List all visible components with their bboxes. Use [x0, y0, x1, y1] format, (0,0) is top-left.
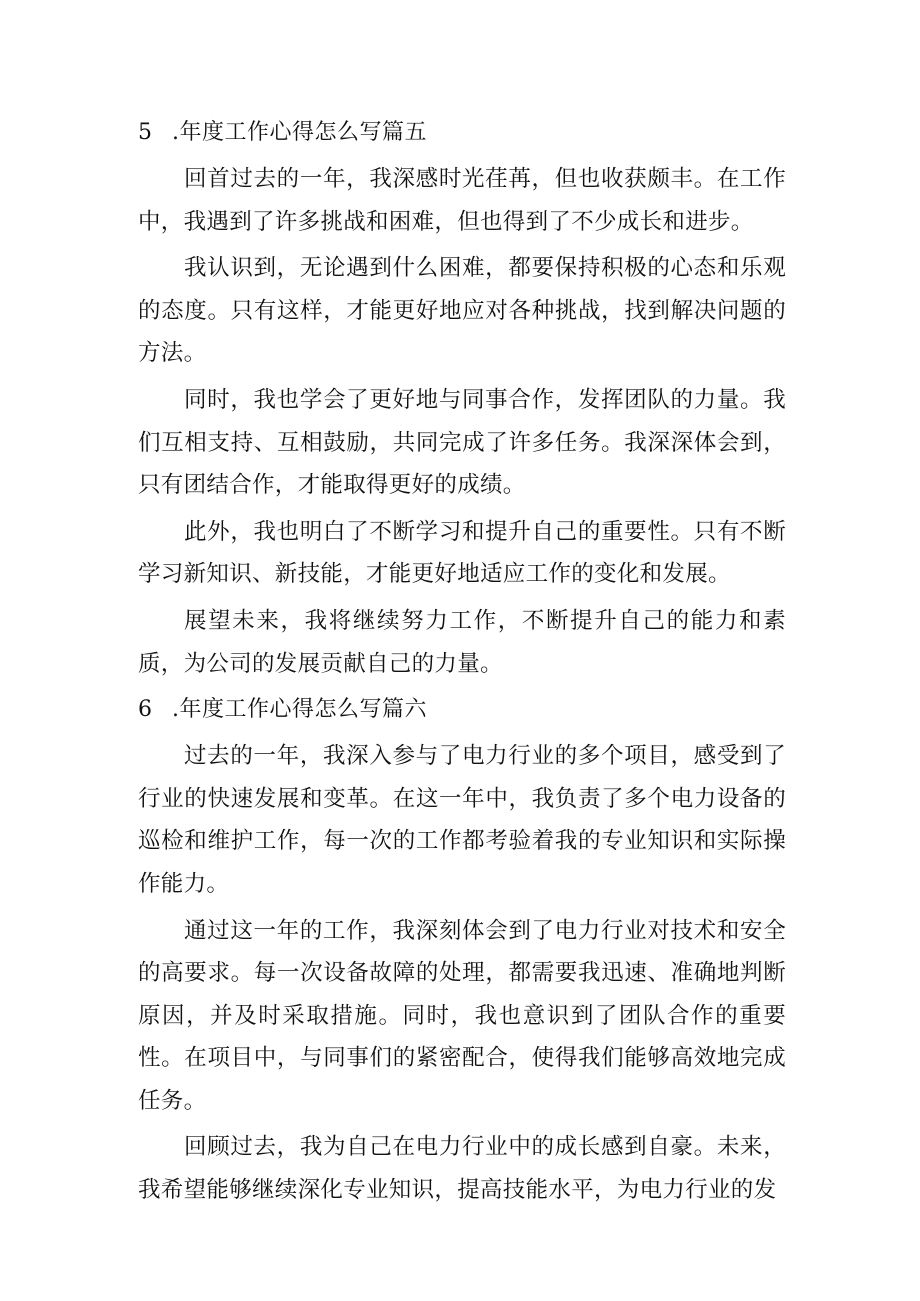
section-5-heading: [138, 112, 786, 154]
section-5-paragraph-4: 此外，我也明白了不断学习和提升自己的重要性。只有不断学习新知识、新技能，才能更好地适应工作的变化和发展。: [138, 518, 786, 588]
section-6-title: .年度工作心得怎么写篇六: [172, 697, 427, 723]
section-5-number: 5: [138, 120, 153, 145]
document-body: [138, 112, 786, 1216]
section-6-paragraph-2: 通过这一年的工作，我深刻体会到了电力行业对技术和安全的高要求。每一次设备故障的处理，都需要我迅速、准确地判断原因，并及时采取措施。同时，我也意识到了团队合作的重要性。在项目中，与同事们的紧密配合，使得我们能够高效地完成任务。: [138, 917, 786, 1114]
section-6-heading: [138, 689, 786, 731]
section-6-paragraph-3: 回顾过去，我为自己在电力行业中的成长感到自豪。未来，我希望能够继续深化专业知识，提高技能水平，为电力行业的发: [138, 1134, 786, 1204]
section-5-paragraph-5: 展望未来，我将继续努力工作，不断提升自己的能力和素质，为公司的发展贡献自己的力量。: [138, 607, 786, 677]
section-6-paragraph-1: 过去的一年，我深入参与了电力行业的多个项目，感受到了行业的快速发展和变革。在这一年中，我负责了多个电力设备的巡检和维护工作，每一次的工作都考验着我的专业知识和实际操作能力。: [138, 743, 786, 897]
section-5-paragraph-1: 回首过去的一年，我深感时光荏苒，但也收获颇丰。在工作中，我遇到了许多挑战和困难，但也得到了不少成长和进步。: [138, 166, 786, 235]
section-6-number: 6: [138, 697, 153, 723]
section-5-paragraph-3: 同时，我也学会了更好地与同事合作，发挥团队的力量。我们互相支持、互相鼓励，共同完成了许多任务。我深深体会到，只有团结合作，才能取得更好的成绩。: [138, 386, 786, 499]
section-5-title: .年度工作心得怎么写篇五: [172, 120, 427, 145]
section-5-paragraph-2: 我认识到，无论遇到什么困难，都要保持积极的心态和乐观的态度。只有这样，才能更好地应对各种挑战，找到解决问题的方法。: [138, 255, 786, 367]
